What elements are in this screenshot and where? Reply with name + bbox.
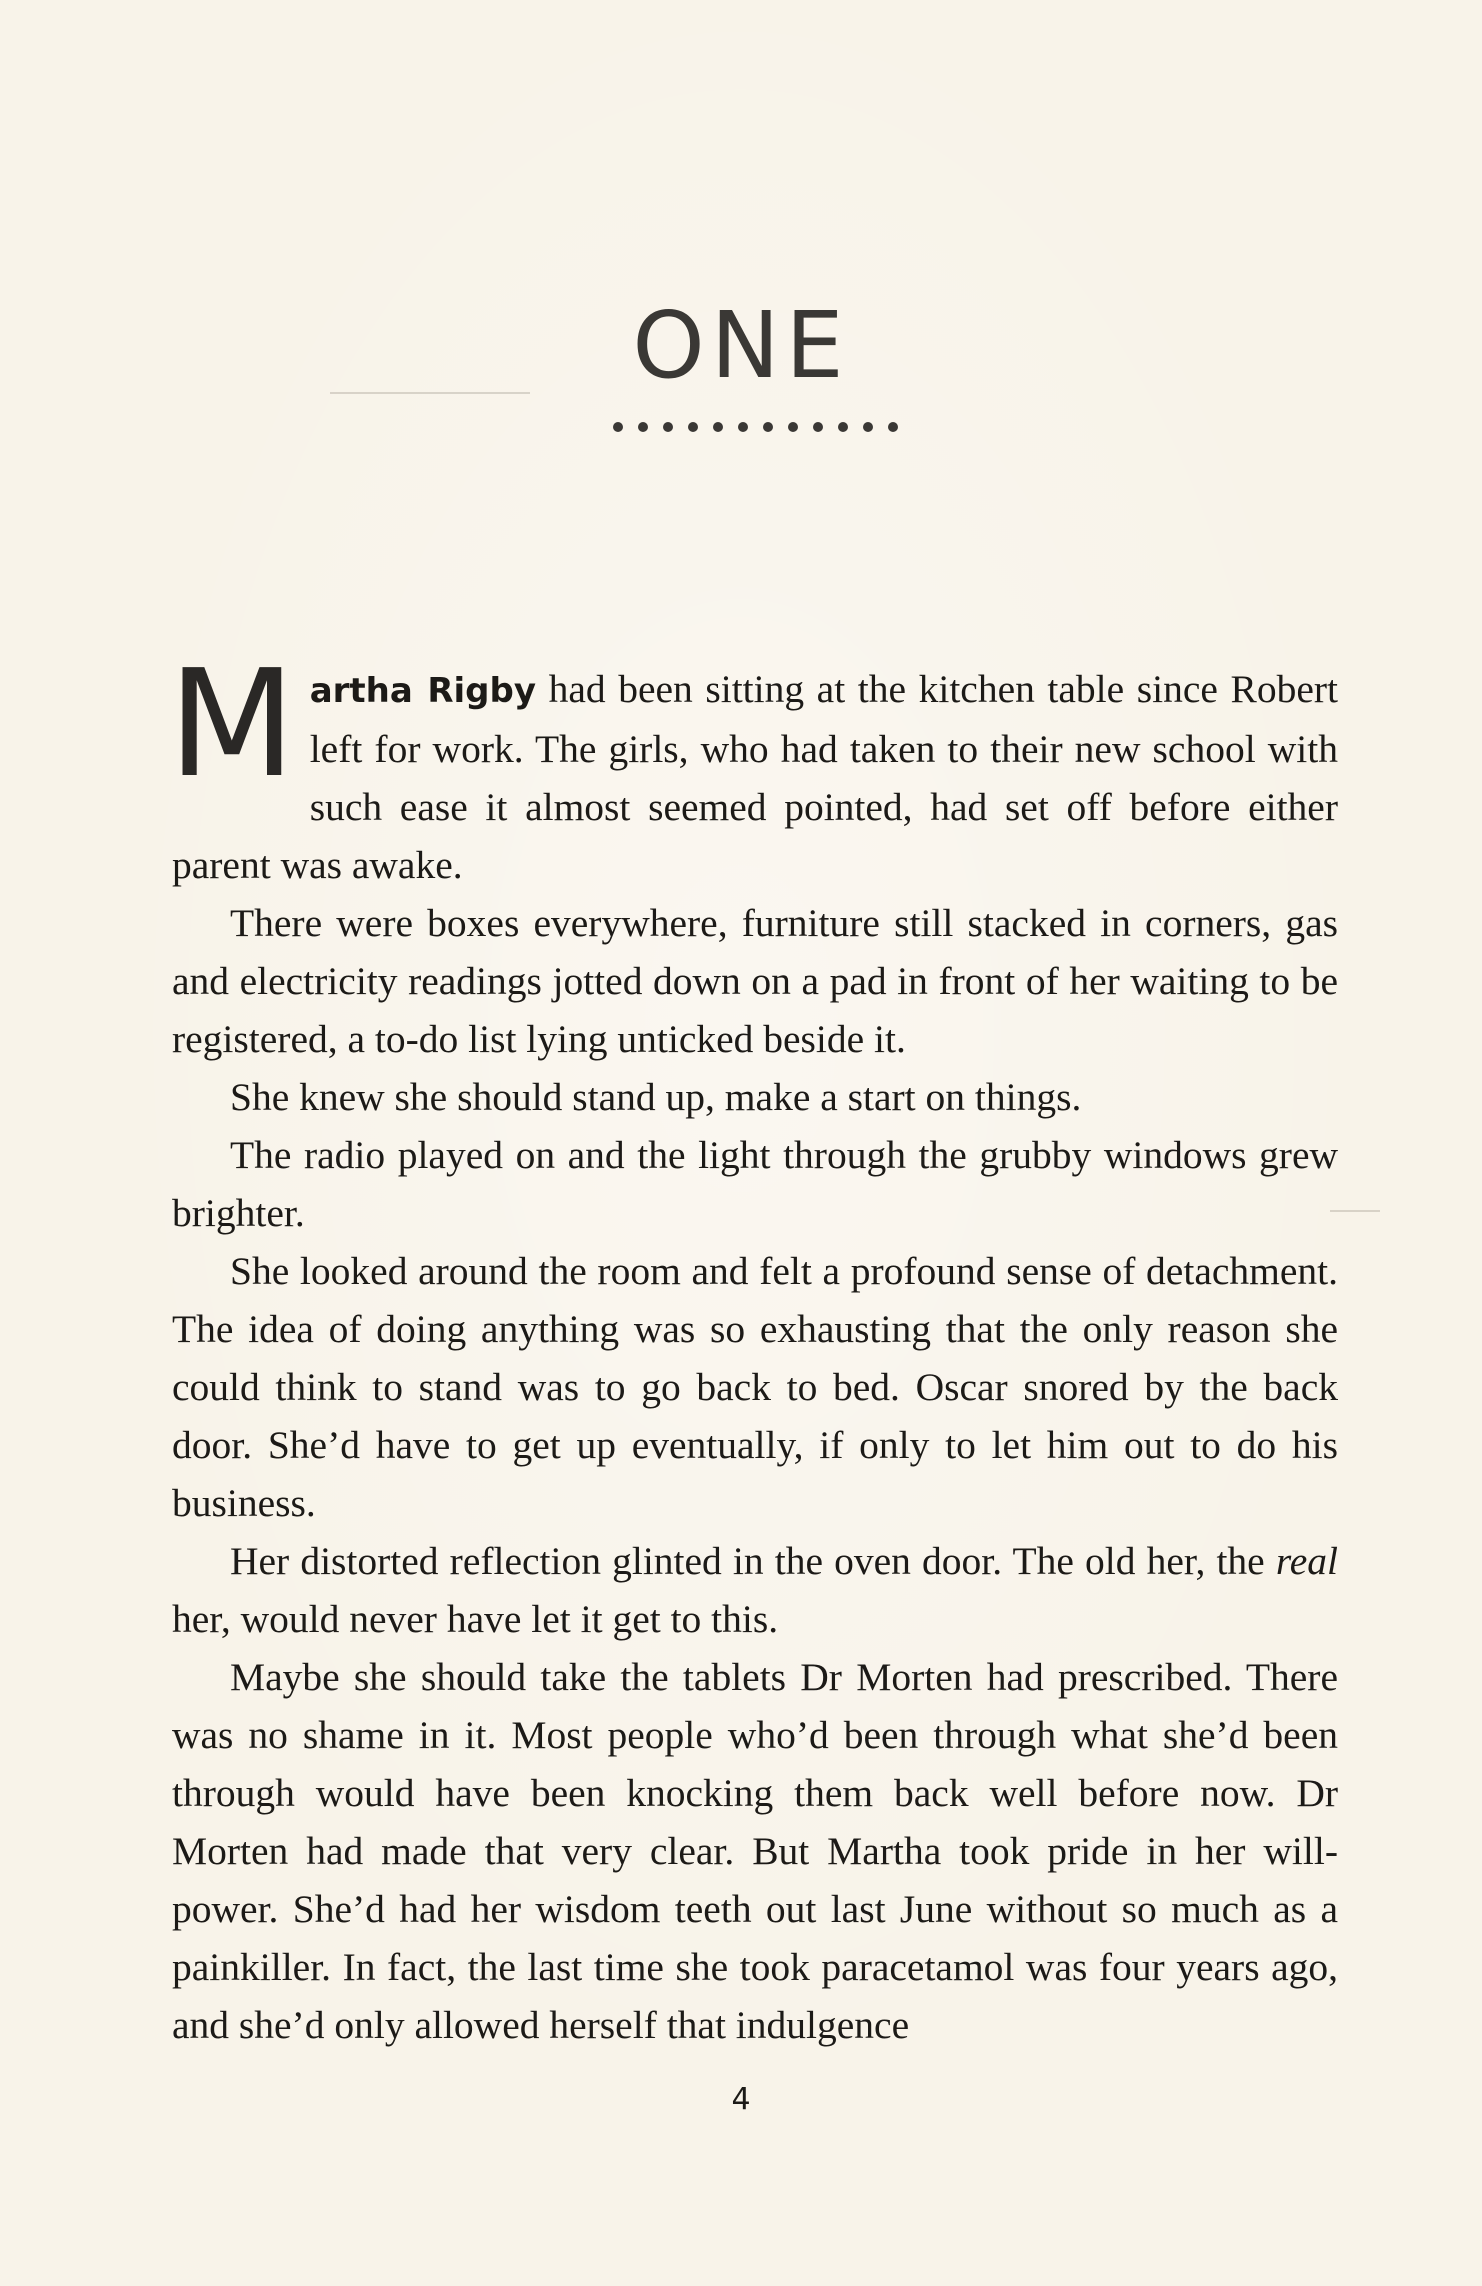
paragraph-7: Maybe she should take the tablets Dr Morten had prescribed. There was no shame in it. Most people who’d been through what she’d been through would have been knocking them back well before now. Dr Morten had made that very clear. But Martha took pride in her will-power. She’d had her wisdom teeth out last June without so much as a painkiller. In fact, the last time she took paracetamol was four years ago, and she’d only allowed herself that indulgence: [172, 1655, 1338, 2047]
drop-cap: M: [168, 638, 296, 810]
opening-name: artha Rigby: [309, 671, 537, 711]
paragraph-5: She looked around the room and felt a profound sense of detachment. The idea of doing anything was so exhausting that the only reason she could think to stand was to go back to bed. Oscar snored by the back door. She’d have to get up eventually, if only to let him out to do his business.: [172, 1249, 1338, 1525]
paragraph-6: [172, 1532, 1338, 1648]
paragraph-4: The radio played on and the light through the grubby windows grew brighter.: [172, 1133, 1338, 1235]
paragraph-2: There were boxes everywhere, furniture still stacked in corners, gas and electricity readings jotted down on a pad in front of her waiting to be registered, a to-do list lying unticked beside it.: [172, 901, 1338, 1061]
paragraph-1: [168, 638, 1338, 894]
chapter-body: [168, 638, 1338, 2054]
chapter-title: ONE: [632, 292, 850, 399]
paragraph-1-text: had been sitting at the kitchen table since Robert left for work. The girls, who had taken to their new school with such ease it almost seemed pointed, had set off before either parent was awake.: [172, 667, 1338, 887]
chapter-ornament: [612, 418, 900, 436]
paragraph-3: She knew she should stand up, make a start on things.: [230, 1075, 1082, 1119]
emphasis-real: real: [1275, 1539, 1338, 1583]
paragraph-6-after: her, would never have let it get to this.: [172, 1597, 779, 1641]
dotted-rule-icon: [612, 418, 900, 436]
paper-smudge: [330, 392, 530, 394]
page-number: 4: [731, 2082, 751, 2117]
paragraph-6-before: Her distorted reflection glinted in the oven door. The old her, the: [230, 1539, 1276, 1583]
